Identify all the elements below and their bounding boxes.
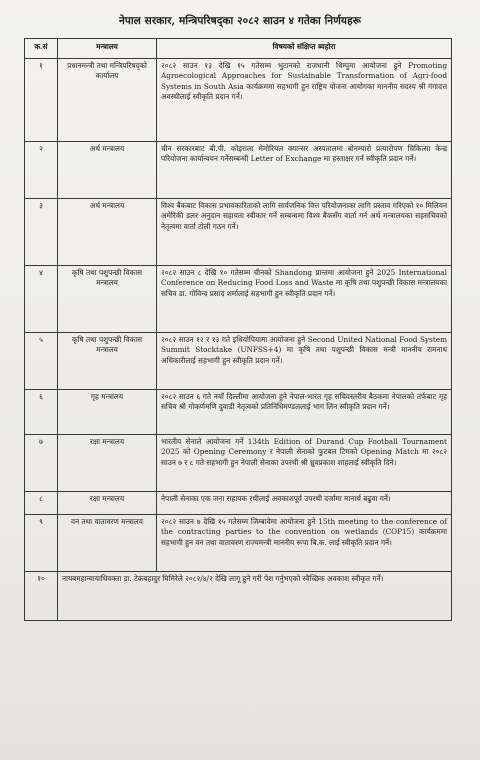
- row-ministry: कृषि तथा पशुपन्छी विकास मन्त्रालय: [58, 333, 157, 390]
- row-ministry: रक्षा मन्त्रालय: [58, 435, 157, 492]
- table-row: [25, 492, 452, 515]
- decisions-table: [24, 38, 452, 621]
- table-row: [25, 199, 452, 266]
- row-serial: १०: [25, 572, 58, 621]
- table-row: [25, 515, 452, 572]
- row-description: २०८२ साउन १३ देखि १५ गतेसम्म भुटानको राजधानी थिम्पुमा आयोजना हुने Promoting Agroecological Approaches for Sustainable Transformation of Agri-food Systems in South Asia कार्यक्रममा सहभागी हुन राष्ट्रिय योजना आयोगका माननीय सदस्य श्री गंगादत्त अवस्थीलाई स्वीकृति प्रदान गर्ने।: [157, 59, 452, 142]
- page-title: नेपाल सरकार, मन्त्रिपरिषद्का २०८२ साउन ४ गतेका निर्णयहरू: [118, 15, 362, 27]
- row-ministry: गृह मन्त्रालय: [58, 390, 157, 435]
- header-ministry: मन्त्रालय: [58, 39, 157, 59]
- row-ministry: प्रधानमन्त्री तथा मन्त्रिपरिषद्को कार्यालय: [58, 59, 157, 142]
- table-row: [25, 266, 452, 333]
- row-serial: ५: [25, 333, 58, 390]
- row-description: चीन सरकारबाट बी.पी. कोइराला मेमोरियल क्यान्सर अस्पतालमा बोनम्यारो प्रत्यारोपण चिकित्सा केन्द्र परियोजना कार्यान्वयन गर्नेसम्बन्धी Letter of Exchange मा हस्ताक्षर गर्न स्वीकृति प्रदान गर्ने।: [157, 142, 452, 199]
- table-row: [25, 59, 452, 142]
- row-serial: १: [25, 59, 58, 142]
- row-description: भारतीय सेनाले आयोजना गर्ने 134th Edition of Durand Cup Football Tournament 2025 को Opening Ceremony र नेपाली सेनाको फुटबल टिमको Opening Match मा २०८२ साउन ७ र ८ गते सहभागी हुन नेपाली सेनाका उपरथी श्री ध्रुवप्रकाश शाहलाई स्वीकृति दिने।: [157, 435, 452, 492]
- row-serial: ९: [25, 515, 58, 572]
- row-description: नायबमहान्यायाधिवक्ता डा. टेकबहादुर घिमिरेले २०८२/४/२ देखि लागू हुने गरी पेश गर्नुभएको स्वैच्छिक अवकाश स्वीकृत गर्ने।: [58, 572, 452, 621]
- row-description: विश्व बैंकबाट विकास प्रभावकारिताको लागि सार्वजनिक वित्त परियोजनाका लागि प्रस्ताव गरिएको १० मिलियन अमेरिकी डलर अनुदान सहायता स्वीकार गर्ने सम्बन्धमा विश्व बैंकसँग वार्ता गर्न अर्थ मन्त्रालयका सहसचिवको नेतृत्वमा वार्ता टोली गठन गर्ने।: [157, 199, 452, 266]
- row-ministry: अर्थ मन्त्रालय: [58, 199, 157, 266]
- table-row: [25, 142, 452, 199]
- table-row: [25, 435, 452, 492]
- header-description: विषयको संक्षिप्त ब्यहोरा: [157, 39, 452, 59]
- table-row: [25, 390, 452, 435]
- row-description: २०८२ साउन ६ गते नयाँ दिल्लीमा आयोजना हुने नेपाल-भारत गृह सचिवस्तरीय बैठकमा नेपालको तर्फबाट गृह सचिव श्री गोकर्णमणि दुवाडी नेतृत्वको प्रतिनिधिमण्डललाई भाग लिन स्वीकृति प्रदान गर्ने।: [157, 390, 452, 435]
- row-serial: ८: [25, 492, 58, 515]
- row-serial: ६: [25, 390, 58, 435]
- row-description: २०८२ साउन ८ देखि १० गतेसम्म चीनको Shandong प्रान्तमा आयोजना हुने 2025 International Conference on Reducing Food Loss and Waste मा कृषि तथा पशुपन्छी विकास मन्त्रालयका सचिव डा. गोविन्द प्रसाद शर्मालाई सहभागी हुन स्वीकृति प्रदान गर्ने।: [157, 266, 452, 333]
- row-serial: ४: [25, 266, 58, 333]
- table-row: [25, 572, 452, 621]
- table-row: [25, 333, 452, 390]
- row-serial: ७: [25, 435, 58, 492]
- row-ministry: अर्थ मन्त्रालय: [58, 142, 157, 199]
- row-ministry: रक्षा मन्त्रालय: [58, 492, 157, 515]
- row-description: २०८२ साउन १२ र १३ गते इथियोपियामा आयोजना हुने Second United National Food System Summit Stocktake (UNFSS+4) मा कृषि तथा पशुपन्छी विकास मन्त्री माननीय रामनाथ अधिकारीलाई सहभागी हुन स्वीकृति प्रदान गर्ने।: [157, 333, 452, 390]
- row-ministry: कृषि तथा पशुपन्छी विकास मन्त्रालय: [58, 266, 157, 333]
- row-description: नेपाली सेनाका एक जना सहायक रथीलाई अवकाशपूर्व उपरथी दर्जामा मानार्थ बढुवा गर्ने।: [157, 492, 452, 515]
- row-ministry: वन तथा वातावरण मन्त्रालय: [58, 515, 157, 572]
- row-serial: ३: [25, 199, 58, 266]
- header-serial: क.सं: [25, 39, 58, 59]
- row-description: २०८२ साउन ७ देखि १५ गतेसम्म जिम्बावेमा आयोजना हुने 15th meeting to the conference of the contracting parties to the convention on wetlands (COP15) कार्यक्रममा सहभागी हुन वन तथा वातावरण राज्यमन्त्री माननीय रूपा बि.क. लाई स्वीकृति प्रदान गर्ने।: [157, 515, 452, 572]
- table-header-row: [25, 39, 452, 59]
- row-serial: २: [25, 142, 58, 199]
